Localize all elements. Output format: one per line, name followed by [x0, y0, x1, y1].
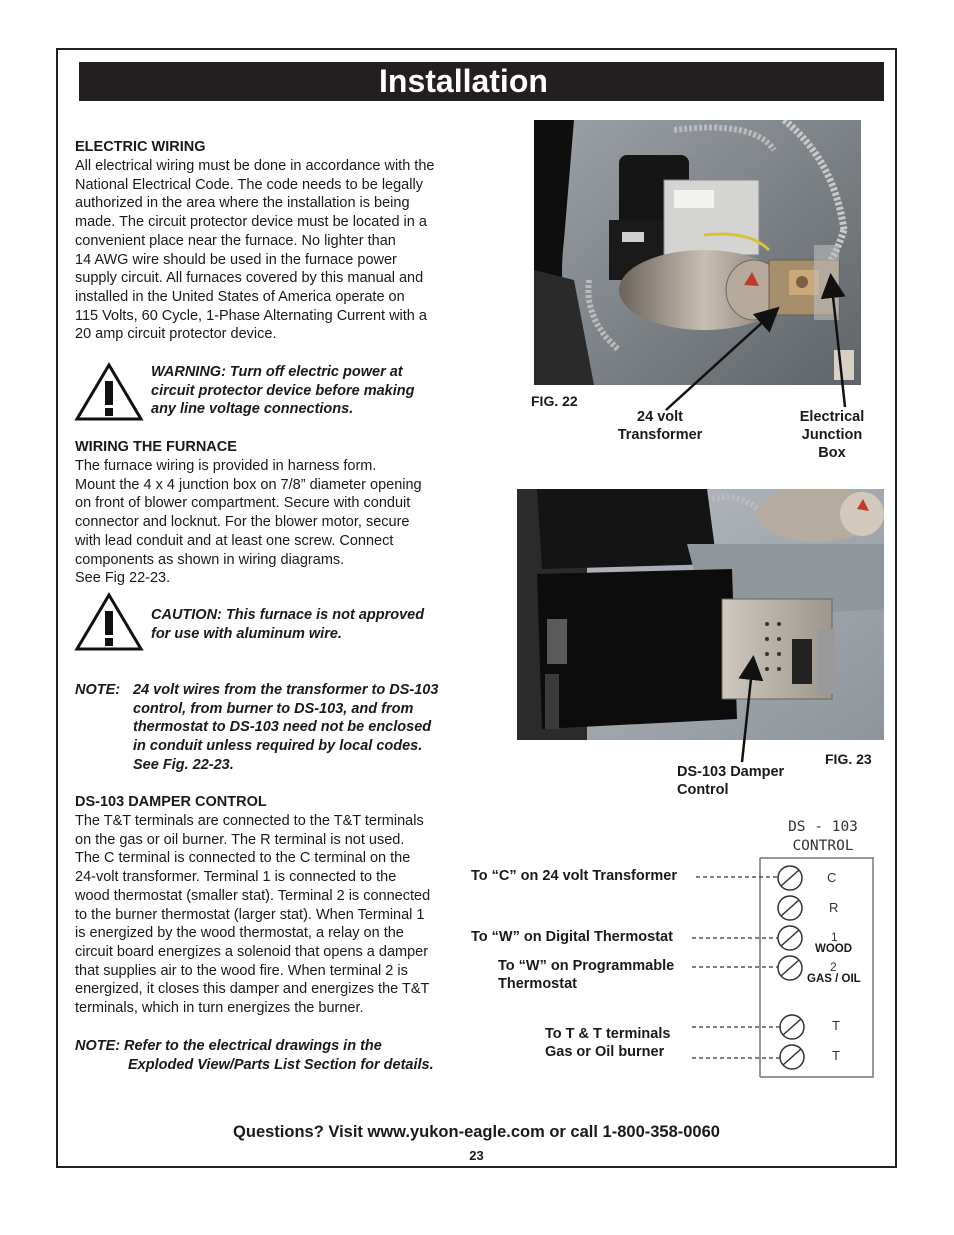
terminal-screws [778, 866, 804, 1069]
wiring-furnace-heading: WIRING THE FURNACE [75, 439, 237, 455]
ds103-title: DS - 103 CONTROL [788, 819, 858, 854]
to-c-label: To “C” on 24 volt Transformer [471, 868, 677, 884]
note1-prefix: NOTE: [75, 682, 121, 698]
to-w-digital-label: To “W” on Digital Thermostat [471, 929, 673, 945]
terminal-r-label: R [829, 900, 839, 915]
page-title: Installation [379, 63, 548, 99]
terminal-t2-label: T [832, 1048, 840, 1063]
footer-questions: Questions? Visit www.yukon-eagle.com or call 1-800-358-0060 [233, 1123, 720, 1141]
to-tt-label: To T & T terminals Gas or Oil burner [545, 1026, 671, 1060]
fig22-callout-transformer: 24 volt Transformer [617, 409, 703, 443]
to-w-programmable-label: To “W” on Programmable Thermostat [498, 958, 675, 992]
terminal-t1-label: T [832, 1018, 840, 1033]
fig22-callout-junction: Electrical Junction Box [799, 409, 865, 461]
caution-text: CAUTION: This furnace is not approved for use with aluminum wire. [151, 607, 425, 642]
electric-wiring-heading: ELECTRIC WIRING [75, 139, 206, 155]
wiring-furnace-body: The furnace wiring is provided in harness form. Mount the 4 x 4 junction box on 7/8” diameter opening on front of blower compartment. Secure with conduit connector and locknut. For the blower motor, secure with lead conduit and at least one screw. Connect components as shown in wiring diagrams. See Fig 22-23. [75, 458, 422, 587]
terminal-2-label: 2 [830, 960, 837, 974]
damper-heading: DS-103 DAMPER CONTROL [75, 794, 267, 810]
electric-wiring-body: All electrical wiring must be done in accordance with the National Electrical Code. The code needs to be legally authorized in the area where the installation is being made. The circuit protector device must be located in a convenient place near the furnace. No lighter than 14 AWG wire should be used in the furnace power supply circuit. All furnaces covered by this manual and installed in the United States of America operate on 115 Volts, 60 Cycle, 1-Phase Alternating Current with a 20 amp circuit protector device. [75, 158, 435, 343]
page-number: 23 [469, 1148, 484, 1163]
damper-body: The T&T terminals are connected to the T&T terminals on the gas or oil burner. The R terminal is not used. The C terminal is connected to the C terminal on the 24-volt transformer. Terminal 1 is connected to the wood thermostat (smaller stat). Terminal 2 is connected to the burner thermostat (larger stat). When Terminal 1 is energized by the wood thermostat, a relay on the circuit board energizes a solenoid that opens a damper that supplies air to the wood fire. When terminal 2 is energized, it closes this damper and energizes the T&T terminals, which in turn energizes the burner. [75, 813, 431, 1017]
note2-prefix: NOTE: [75, 1038, 121, 1054]
gas-oil-label: GAS / OIL [807, 973, 861, 985]
note1-text: 24 volt wires from the transformer to DS-103 control, from burner to DS-103, and from thermostat to DS-103 need not be enclosed in conduit unless required by local codes. See Fig. 22-23. [133, 682, 439, 773]
note2-text: Refer to the electrical drawings in the Exploded View/Parts List Section for details. [124, 1038, 434, 1073]
fig22-label: FIG. 22 [531, 393, 578, 409]
fig23-callout-damper: DS-103 Damper Control [677, 764, 785, 798]
terminal-1-label: 1 [831, 930, 838, 944]
wood-label: WOOD [815, 943, 853, 955]
terminal-c-label: C [827, 870, 837, 885]
fig23-label: FIG. 23 [825, 751, 872, 767]
warning-text: WARNING: Turn off electric power at circuit protector device before making any line voltage connections. [151, 364, 415, 418]
